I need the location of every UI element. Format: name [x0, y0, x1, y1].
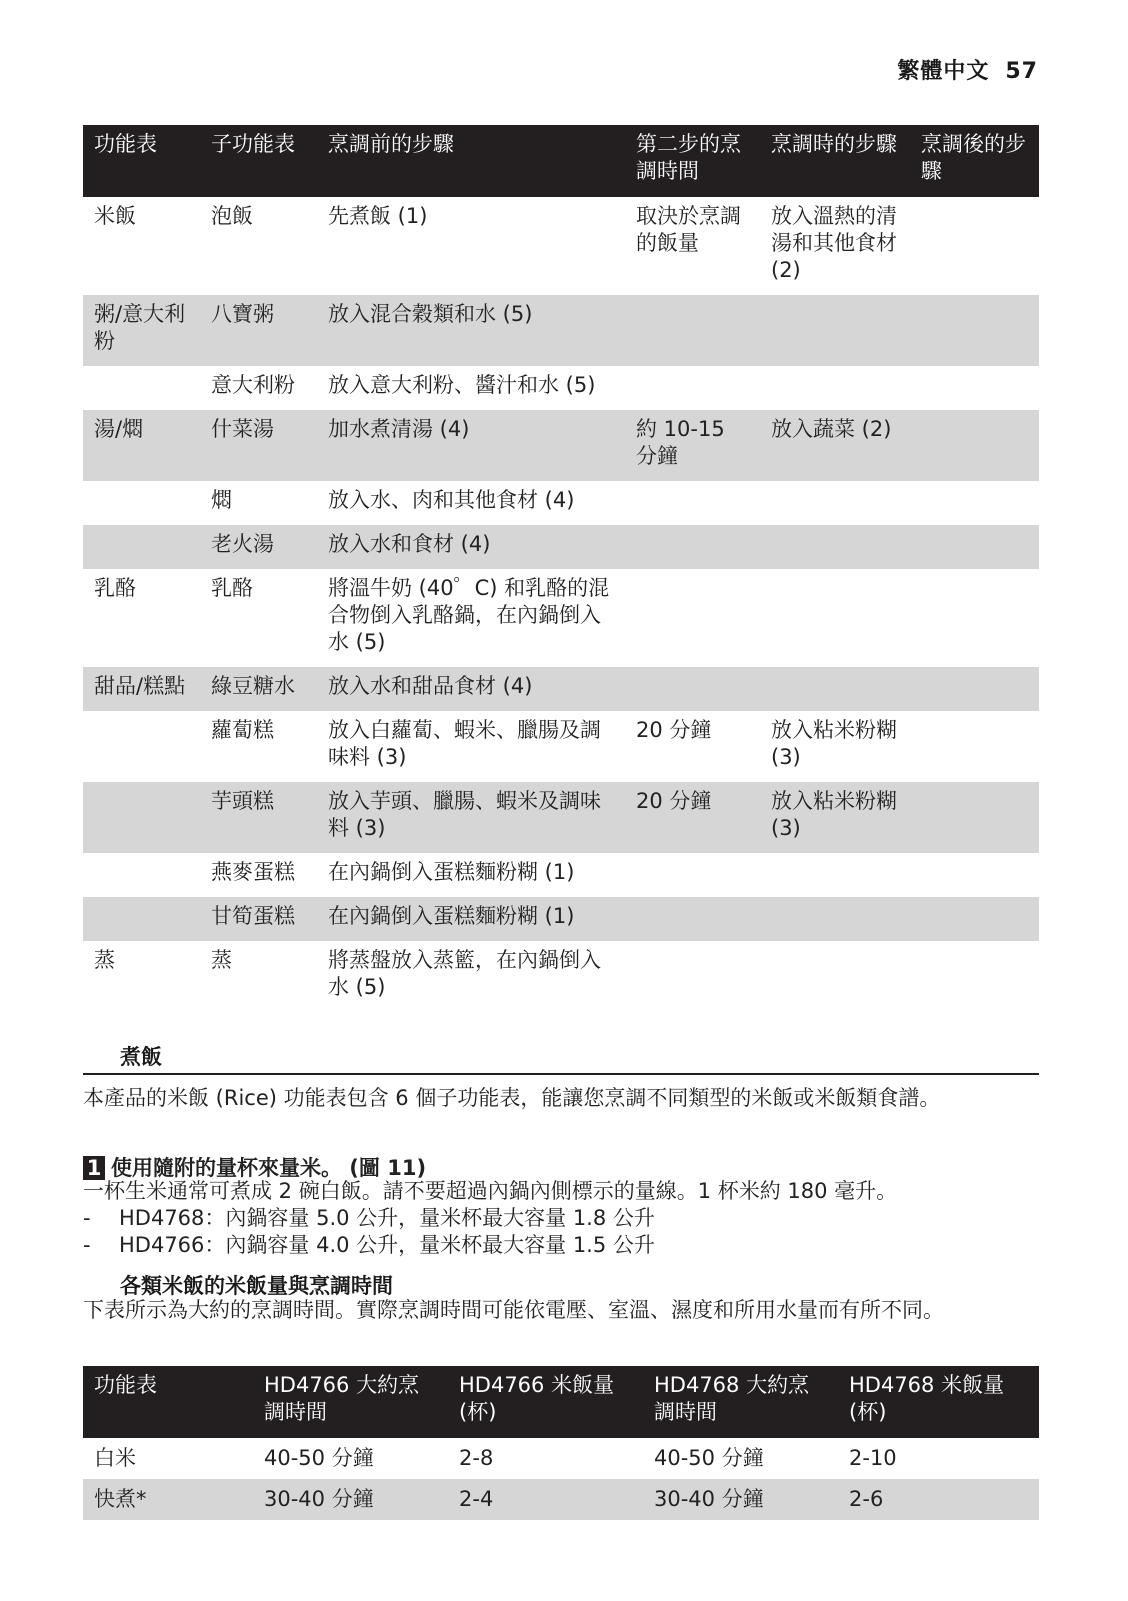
table-cell: 放入溫熱的清湯和其他食材 (2) [771, 204, 897, 282]
table-cell: 20 分鐘 [625, 782, 760, 853]
table-cell [760, 569, 910, 667]
table-cell [760, 481, 910, 525]
table-cell: 加水煮清湯 (4) [317, 410, 625, 481]
table-cell [760, 667, 910, 711]
table-cell: 在內鍋倒入蛋糕麵粉糊 (1) [317, 897, 625, 941]
page-header [897, 54, 1038, 85]
table-cell: 2-4 [448, 1479, 643, 1520]
table-cell: 將蒸盤放入蒸籃，在內鍋倒入水 (5) [328, 948, 601, 999]
col-header-pre-steps: 烹調前的步驟 [317, 125, 625, 197]
table-cell [910, 481, 1039, 525]
page-number: 57 [1005, 59, 1038, 84]
table-header-row [83, 125, 1039, 197]
function-menu-table [83, 125, 1039, 1012]
table-cell: 放入粘米粉糊 (3) [760, 782, 910, 853]
col-header-during-steps: 烹調時的步驟 [760, 125, 910, 197]
table-cell [910, 569, 1039, 667]
table-cell: 放入粘米粉糊 (3) [771, 718, 897, 769]
section-title-rice-amount: 各類米飯的米飯量與烹調時間 [120, 1274, 393, 1298]
table-cell [83, 525, 200, 569]
table-cell: 蘿蔔糕 [211, 718, 274, 742]
table-row [83, 410, 1039, 481]
table-row [83, 667, 1039, 711]
table-row [83, 853, 1039, 897]
table-cell [83, 366, 200, 410]
table-cell [625, 481, 760, 525]
table-cell: 芋頭糕 [200, 782, 317, 853]
table-cell: 乳酪 [211, 576, 253, 600]
table-cell [910, 525, 1039, 569]
table-cell: 湯/燜 [83, 410, 200, 481]
table-cell: 八寶粥 [200, 295, 317, 366]
table-cell [910, 853, 1039, 897]
table-cell: 蒸 [94, 948, 115, 972]
table-row [83, 569, 1039, 667]
col-header-hd4768-time: HD4768 大約烹調時間 [643, 1366, 838, 1438]
table-cell [625, 897, 760, 941]
table-cell [910, 295, 1039, 366]
table-cell: 乳酪 [94, 576, 136, 600]
section-divider [83, 1073, 1039, 1075]
table-cell: 放入意大利粉、醬汁和水 (5) [328, 373, 596, 397]
col-header-menu: 功能表 [83, 1366, 253, 1438]
table-row [83, 711, 1039, 782]
table-cell: 燜 [211, 488, 232, 512]
col-header-second-time: 第二步的烹調時間 [625, 125, 760, 197]
table-cell: 甘筍蛋糕 [200, 897, 317, 941]
table-cell [625, 525, 760, 569]
step-number-badge: 1 [83, 1156, 105, 1180]
section-title-cook-rice: 煮飯 [120, 1045, 162, 1069]
table-cell: 放入芋頭、臘腸、蝦米及調味料 (3) [317, 782, 625, 853]
table-cell: 2-10 [849, 1446, 897, 1470]
table-row [83, 897, 1039, 941]
table-cell [910, 897, 1039, 941]
table-row [83, 1438, 1039, 1479]
table-cell: 40-50 分鐘 [264, 1446, 374, 1470]
table-cell [910, 410, 1039, 481]
table-cell [83, 481, 200, 525]
table-row [83, 782, 1039, 853]
table-cell: 放入水、肉和其他食材 (4) [328, 488, 575, 512]
step-text: 使用隨附的量杯來量米。 (圖 11) [111, 1156, 427, 1180]
table-row [83, 295, 1039, 366]
table-cell: 2-8 [459, 1446, 494, 1470]
table-cell: 甜品/糕點 [83, 667, 200, 711]
col-header-hd4766-cups: HD4766 米飯量 (杯) [448, 1366, 643, 1438]
col-header-menu: 功能表 [83, 125, 200, 197]
table-cell: 20 分鐘 [636, 718, 712, 742]
list-item: - HD4768：內鍋容量 5.0 公升，量米杯最大容量 1.8 公升 [83, 1206, 655, 1230]
col-header-hd4766-time: HD4766 大約烹調時間 [253, 1366, 448, 1438]
cook-rice-intro: 本產品的米飯 (Rice) 功能表包含 6 個子功能表，能讓您烹調不同類型的米飯或米飯類食譜。 [83, 1086, 941, 1110]
table-cell: 2-6 [838, 1479, 1039, 1520]
table-cell: 快煮* [83, 1479, 253, 1520]
table-cell: 綠豆糖水 [200, 667, 317, 711]
table-cell: 在內鍋倒入蛋糕麵粉糊 (1) [328, 860, 575, 884]
table-cell: 30-40 分鐘 [643, 1479, 838, 1520]
table-cell: 40-50 分鐘 [654, 1446, 764, 1470]
table-cell: 30-40 分鐘 [253, 1479, 448, 1520]
rice-amount-table [83, 1366, 1039, 1520]
table-cell [760, 941, 910, 1012]
table-row [83, 941, 1039, 1012]
col-header-submenu: 子功能表 [200, 125, 317, 197]
table-cell: 米飯 [94, 204, 136, 228]
table-cell [760, 853, 910, 897]
table-header-row [83, 1366, 1039, 1438]
table-cell: 約 10-15 分鐘 [625, 410, 760, 481]
table-cell [625, 853, 760, 897]
table-cell: 放入混合穀類和水 (5) [317, 295, 625, 366]
bullet-text: HD4768：內鍋容量 5.0 公升，量米杯最大容量 1.8 公升 [119, 1206, 655, 1230]
table-cell: 燕麥蛋糕 [211, 860, 295, 884]
table-cell [625, 667, 760, 711]
table-cell: 白米 [94, 1446, 136, 1470]
table-row [83, 1479, 1039, 1520]
table-row [83, 197, 1039, 295]
table-cell [760, 366, 910, 410]
table-cell [625, 295, 760, 366]
table-cell: 放入水和甜品食材 (4) [317, 667, 625, 711]
table-cell [910, 667, 1039, 711]
table-cell: 什菜湯 [200, 410, 317, 481]
table-cell [760, 897, 910, 941]
table-cell [83, 853, 200, 897]
table-cell: 粥/意大利粉 [83, 295, 200, 366]
col-header-hd4768-cups: HD4768 米飯量 (杯) [838, 1366, 1039, 1438]
rice-amount-intro: 下表所示為大約的烹調時間。實際烹調時間可能依電壓、室溫、濕度和所用水量而有所不同。 [83, 1298, 944, 1322]
table-cell [83, 782, 200, 853]
language-label: 繁體中文 [897, 59, 990, 84]
table-cell: 放入水和食材 (4) [317, 525, 625, 569]
table-row [83, 525, 1039, 569]
step-note: 一杯生米通常可煮成 2 碗白飯。請不要超過內鍋內側標示的量線。1 杯米約 180 毫升。 [83, 1179, 898, 1203]
table-cell [83, 897, 200, 941]
table-cell: 蒸 [211, 948, 232, 972]
col-header-after-steps: 烹調後的步驟 [910, 125, 1039, 197]
list-item: - HD4766：內鍋容量 4.0 公升，量米杯最大容量 1.5 公升 [83, 1233, 655, 1257]
table-cell [910, 197, 1039, 295]
table-cell [625, 366, 760, 410]
table-cell [83, 711, 200, 782]
table-cell: 將溫牛奶 (40゜C) 和乳酪的混合物倒入乳酪鍋，在內鍋倒入水 (5) [328, 576, 610, 654]
table-row [83, 481, 1039, 525]
table-cell: 放入白蘿蔔、蝦米、臘腸及調味料 (3) [328, 718, 601, 769]
table-cell: 取決於烹調的飯量 [636, 204, 741, 255]
table-cell: 泡飯 [211, 204, 253, 228]
table-cell [625, 569, 760, 667]
table-cell [760, 295, 910, 366]
table-cell [625, 941, 760, 1012]
table-cell [760, 525, 910, 569]
table-cell: 意大利粉 [211, 373, 295, 397]
table-cell [910, 711, 1039, 782]
table-cell: 老火湯 [200, 525, 317, 569]
bullet-text: HD4766：內鍋容量 4.0 公升，量米杯最大容量 1.5 公升 [119, 1233, 655, 1257]
table-cell [910, 366, 1039, 410]
table-row [83, 366, 1039, 410]
table-cell [910, 941, 1039, 1012]
table-cell [910, 782, 1039, 853]
table-cell: 放入蔬菜 (2) [760, 410, 910, 481]
table-cell: 先煮飯 (1) [328, 204, 428, 228]
